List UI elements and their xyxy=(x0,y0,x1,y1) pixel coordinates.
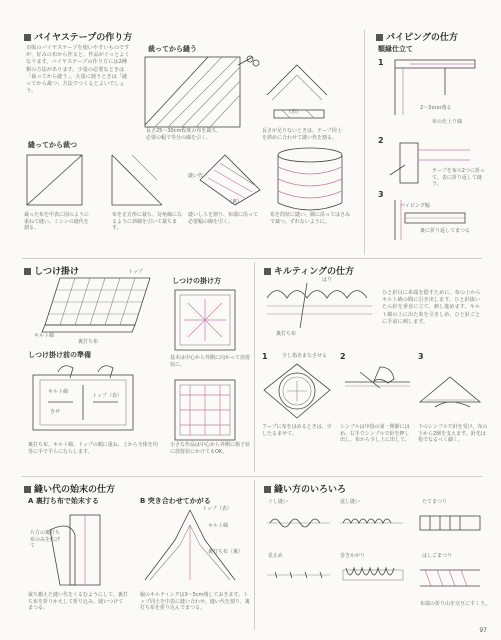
basting-label-top: トップ xyxy=(128,269,143,275)
piping-caption-3a: パイピング幅 xyxy=(400,203,430,209)
stitch-back-diagram xyxy=(338,508,408,538)
piping-caption-3b: 裏に折り返してまつる xyxy=(420,228,471,234)
basting-label-top-omote: トップ（表） xyxy=(92,393,122,399)
bias-caption-1: 長さ25～30cm程度の布を裁ち、必要の幅で等分の線を引く。 xyxy=(146,128,222,141)
square-bullet-icon xyxy=(24,486,31,493)
quilting-thimble-diagram xyxy=(340,362,415,422)
basting-label-ura: 裏打ち布 xyxy=(78,339,99,345)
bias-caption-2: 長さが足りないときは、テープ同士を斜めに合わせて縫い代を割る。 xyxy=(262,128,342,141)
square-bullet-icon xyxy=(376,34,383,41)
bias-square-diagram xyxy=(22,150,92,210)
thimble-icon xyxy=(374,367,394,383)
stitch-label-3: たてまつり xyxy=(422,499,448,505)
stitch-label-5: 巻きかがり xyxy=(340,553,366,559)
quilting-intro-text: ひと針目に糸端を隠すために、布の上からキルト綿の間に引き出します。ひと針抜いたら針を垂直に立て、刺し進めます。キルト綿の上に出た糸を引きしめ、ひと針ごとに手前に刺します。 xyxy=(382,290,481,325)
square-bullet-icon xyxy=(264,486,271,493)
stitch-running-diagram xyxy=(265,508,335,538)
basting-caption-grid: 小さな作品は中心から外側に格子状に放射状にかけてもOK。 xyxy=(170,442,251,455)
seam-b-label-top: トップ（表） xyxy=(202,506,232,512)
bias-fold-diagram xyxy=(102,150,172,210)
quilting-step-2: 2 xyxy=(340,352,346,361)
quilting-step-3: 3 xyxy=(418,352,424,361)
quilting-step-1: 1 xyxy=(262,352,268,361)
bias-caption-5: 縫いしろを割り、布端に沿って必要幅の線を引く。 xyxy=(188,212,259,225)
stitch-ladder-caption: 布端の折り山を交互にすくう。 xyxy=(420,601,491,607)
piping-step-1: 1 xyxy=(378,58,384,67)
bias-caption-3: 裁った布を中表に図のように重ねて縫い、ミシンの縫代を割る。 xyxy=(24,212,90,231)
bias-sub-sew-then-cut: 縫ってから裁つ xyxy=(28,141,77,149)
basting-grid-diagram xyxy=(170,375,245,445)
quilting-caption-2: シンブルは中指の第一関節にはめ、右手でシンブルで針を押し出し、布から少し上に出して。 xyxy=(340,424,410,443)
basting-prep-diagram xyxy=(28,360,148,440)
stitch-label-2: 返し縫い xyxy=(340,499,361,505)
seam-sub-b: B 突き合わせてかがる xyxy=(140,497,211,505)
needle-icon xyxy=(300,283,307,328)
quilting-under-diagram xyxy=(415,362,490,422)
quilting-stitch-diagram xyxy=(262,278,382,338)
basting-caption-how: 基本は中心から外側に向かって放射状に。 xyxy=(170,355,251,368)
basting-sub-how: しつけの掛け方 xyxy=(172,277,221,285)
basting-label-kiseru: きせ xyxy=(50,409,61,415)
bias-label-ura: (裏) xyxy=(230,199,239,205)
bias-caption-6: 布を筒状に縫い、線に沿ってはさみで裁つ。ずれないように。 xyxy=(270,212,351,225)
scissors-icon xyxy=(238,56,259,66)
quilting-section-title: キルティングの仕方 xyxy=(264,264,354,277)
seam-a-caption: 裁ち揃えた縫い代をくるむようにして、裏打ち布を折りかえして折り込み、縫いつけてまつる。 xyxy=(28,592,128,611)
piping-label-2: 布の仕上り線 xyxy=(432,119,463,125)
basting-section-title: しつけ掛け xyxy=(24,264,79,277)
quilting-caption-3: 下のシンブルで針を受け、布の下から2層を支えます。針先は指でなるべく細く。 xyxy=(418,424,488,443)
square-bullet-icon xyxy=(24,34,31,41)
stitch-ladder-diagram xyxy=(415,560,485,600)
piping-label-1: 2～3ｍｍ残る xyxy=(420,105,452,111)
bias-label-seam: 縫い代 xyxy=(188,173,204,179)
stitch-label-4: 星止め xyxy=(268,553,284,559)
quilting-label-ura: 裏打ち布 xyxy=(276,331,297,337)
stitch-star-diagram xyxy=(265,560,335,590)
piping-section-title: パイピングの仕方 xyxy=(376,30,458,43)
page-number: 97 xyxy=(479,627,487,634)
stitch-label-1: ぐし縫い xyxy=(268,499,289,505)
bias-section-title: バイヤステープの作り方 xyxy=(24,30,132,43)
basting-caption-prep: 裏打ち布、キルト綿、トップの順に重ね、上から全体を均等に手で平らにならします。 xyxy=(28,442,158,455)
hand-icon xyxy=(435,402,470,407)
square-bullet-icon xyxy=(24,268,31,275)
square-bullet-icon xyxy=(264,268,271,275)
bias-sub-cut-then-sew: 裁ってから縫う xyxy=(148,45,197,53)
seam-sub-a: A 裏打ち布で始末する xyxy=(28,497,99,505)
stitch-vertical-diagram xyxy=(415,508,485,538)
quilting-caption-1: フープに布をはめるときは、少したるませて。 xyxy=(262,424,332,437)
bias-intro-text: 市販のバイヤステープを使いやすいものですが、好みの布から作ると、作品がぐっとよくなります。バイヤステープの作り方には2種類の方法があります。少量の必要なときは「裁ってから縫う」、大量に使うときは「縫ってから裁つ」方法でつくるとよいでしょう。 xyxy=(26,45,130,95)
hand-icon xyxy=(58,366,113,378)
seam-b-caption: 脇のキルティングは3～5cm残しておきます。トップ同士を中表に縫い合わせ、縫い代を割り、裏打ち布を折り込んでまつる。 xyxy=(140,592,250,611)
basting-radial-diagram xyxy=(170,285,245,355)
stitches-section-title: 縫い方のいろいろ xyxy=(264,482,346,495)
basting-label-kiruto2: キルト綿 xyxy=(48,389,68,395)
piping-step-3: 3 xyxy=(378,190,384,199)
bias-diagram-join xyxy=(262,55,337,130)
piping-caption-2: テープを布の2つに折って、表に折り返して縫う。 xyxy=(432,168,485,187)
bias-caption-4: 布を正方形に裁ち、対角線になるように斜線を引いて裁ちます。 xyxy=(112,212,183,231)
basting-layers-diagram xyxy=(40,270,160,340)
quilting-label-needle: はり xyxy=(322,277,333,283)
piping-sub: 額縁仕立て xyxy=(378,45,413,53)
seam-b-label-kiruto: キルト綿 xyxy=(208,523,228,529)
bias-label-omote: (表) xyxy=(289,109,298,115)
seam-a-label: 片方の裏打ち布のみを広げて xyxy=(30,530,61,549)
bias-tube-diagram xyxy=(275,145,350,220)
basting-sub-prep: しつけ掛け前の準備 xyxy=(28,351,91,359)
piping-step-2: 2 xyxy=(378,136,384,145)
basting-label-kiruto: キルト綿 xyxy=(34,333,54,339)
quilting-step-1-label: 少し指あまなさせる xyxy=(282,353,328,359)
seam-section-title: 縫い代の始末の仕方 xyxy=(24,482,115,495)
stitch-whip-diagram xyxy=(338,560,408,590)
seam-b-label-ura: 裏打ち布（裏） xyxy=(208,549,244,555)
needle-icon xyxy=(390,165,405,175)
quilting-hoop-diagram xyxy=(262,362,337,422)
stitch-label-6: はしごまつり xyxy=(422,553,453,559)
